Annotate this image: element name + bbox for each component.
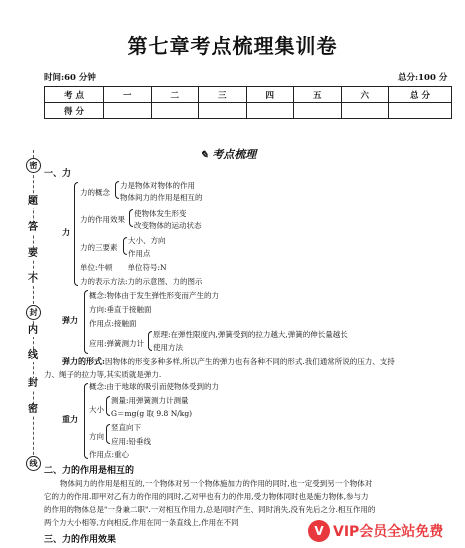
mindmap-root: 弹力 — [62, 315, 78, 325]
score-table-header: 总 分 — [389, 87, 452, 103]
mindmap-node: 概念:物体由于发生弹性形变而产生的力 — [89, 291, 220, 300]
vip-watermark-text: VIP会员全站免费 — [333, 524, 444, 540]
margin-char: 封 — [28, 378, 38, 389]
pencil-icon: ✎ — [200, 150, 209, 161]
mindmap-leaf: 使物体发生形变 — [134, 209, 187, 218]
paragraph-text: 它的力的作用.即甲对乙有力的作用的同时,乙对甲也有力的作用,受力物体同时也是施力物体,参与力 — [44, 492, 369, 501]
page-title: 第七章考点梳理集训卷 — [127, 34, 338, 58]
score-cell[interactable] — [151, 103, 199, 119]
paragraph — [62, 356, 395, 367]
margin-char: 答 — [28, 222, 38, 233]
vip-logo-icon: V — [308, 520, 330, 542]
score-cell[interactable] — [246, 103, 294, 119]
score-table-header: 四 — [246, 87, 294, 103]
mindmap-leaf: 力是物体对物体的作用 — [120, 181, 195, 190]
seal-circle: 封 — [26, 305, 41, 320]
score-table-header: 三 — [199, 87, 247, 103]
paragraph-text: 物体间力的作用是相互的,一个物体对另一个物体施加力的作用的同时,也一定受到另一个物体对 — [60, 479, 373, 488]
score-table — [44, 86, 452, 119]
score-table-header: 五 — [294, 87, 342, 103]
brace — [123, 237, 127, 255]
score-table-row — [45, 103, 452, 119]
score-table-header-row — [45, 87, 452, 103]
mindmap-node: 作用点:重心 — [89, 450, 130, 459]
score-cell[interactable] — [199, 103, 247, 119]
brace — [129, 209, 133, 227]
paragraph-text: 的作用的物体总是"一身兼二职".一对相互作用力,总是同时产生、同时消失,没有先后之分.相互作用的 — [44, 505, 376, 514]
mindmap-leaf: 测量:用弹簧测力计测量 — [111, 396, 189, 405]
score-table-header: 考 点 — [45, 87, 104, 103]
mindmap-node: 力的三要素 — [80, 243, 118, 252]
margin-char: 内 — [28, 325, 38, 336]
brace — [148, 331, 152, 351]
score-cell[interactable] — [341, 103, 389, 119]
section-heading: 三、力的作用效果 — [44, 535, 117, 545]
margin-char: 不 — [28, 274, 38, 285]
mindmap-node: 应用:弹簧测力计 — [89, 339, 145, 348]
margin-char: 线 — [28, 350, 38, 361]
time-label: 时间:60 分钟 — [44, 73, 96, 83]
mindmap-leaf: 改变物体的运动状态 — [134, 221, 202, 230]
brace — [84, 290, 88, 354]
mindmap-root: 力 — [62, 227, 70, 237]
mindmap-node: 方向 — [89, 432, 104, 441]
score-label: 总分:100 分 — [398, 73, 448, 83]
mindmap-leaf: 应用:铅垂线 — [111, 437, 152, 446]
score-cell[interactable] — [294, 103, 342, 119]
score-table-header: 一 — [104, 87, 152, 103]
section-title-text: 考点梳理 — [212, 148, 257, 161]
mindmap-node: 大小 — [89, 405, 104, 414]
score-cell[interactable] — [389, 103, 452, 119]
paragraph-text: 力、绳子的拉力等,其实质就是弹力. — [44, 370, 162, 379]
score-table-header: 二 — [151, 87, 199, 103]
mindmap-leaf: 竖直向下 — [111, 423, 141, 432]
section-heading: 一、力 — [44, 169, 72, 179]
term: 弹力的形式: — [62, 356, 105, 366]
mindmap-node: 力的作用效果 — [80, 215, 125, 224]
section-heading: 二、力的作用是相互的 — [44, 466, 135, 476]
margin-char: 密 — [28, 404, 38, 415]
mindmap-root: 重力 — [62, 414, 78, 424]
paragraph-text: 因物体的形变多种多样,所以产生的弹力也有各种不同的形式.我们通常所说的压力、支持 — [104, 357, 395, 366]
brace — [115, 181, 119, 199]
score-table-header: 六 — [341, 87, 389, 103]
mindmap-leaf: G＝mg(g 取 9.8 N/kg) — [111, 409, 193, 418]
mindmap-leaf: 原理:在弹性限度内,弹簧受到的拉力越大,弹簧的伸长量越长 — [153, 330, 348, 339]
mindmap-leaf: 使用方法 — [153, 343, 183, 352]
margin-char: 题 — [28, 196, 38, 207]
mindmap-node: 力的概念 — [80, 188, 110, 197]
score-row-label: 得 分 — [45, 103, 104, 119]
mindmap-node: 方向:垂直于接触面 — [89, 305, 152, 314]
paragraph-text: 两个力大小相等,方向相反,作用在同一条直线上,作用在不同 — [44, 518, 239, 527]
mindmap-leaf: 作用点 — [128, 249, 151, 258]
mindmap-node: 单位:牛顿 单位符号:N — [80, 263, 167, 272]
brace — [106, 424, 110, 444]
brace — [74, 182, 78, 286]
margin-char: 要 — [28, 248, 38, 259]
mindmap-node: 作用点:接触面 — [89, 319, 137, 328]
mindmap-leaf: 大小、方向 — [128, 236, 166, 245]
seal-circle: 密 — [26, 158, 41, 173]
seal-circle: 线 — [26, 456, 41, 471]
mindmap-node: 概念:由于地球的吸引而使物体受到的力 — [89, 382, 220, 391]
mindmap-leaf: 物体间力的作用是相互的 — [120, 193, 203, 202]
section-title — [200, 146, 256, 162]
brace — [84, 383, 88, 459]
brace — [106, 396, 110, 416]
mindmap-node: 力的表示方法:力的示意图、力的图示 — [80, 277, 203, 286]
score-cell[interactable] — [104, 103, 152, 119]
